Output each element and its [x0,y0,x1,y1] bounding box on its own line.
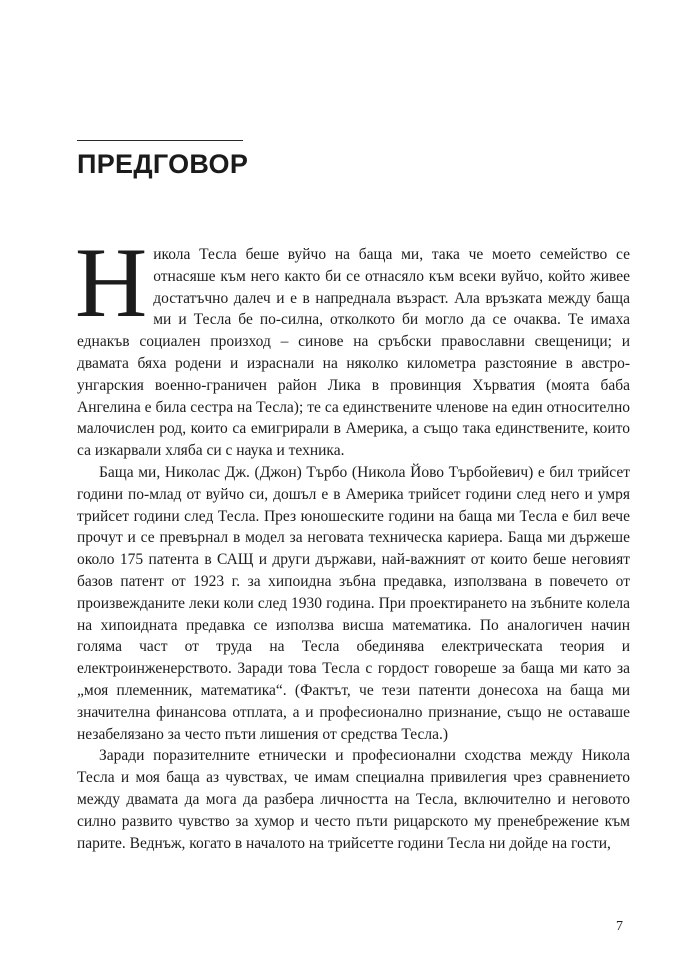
paragraph-1 [75,227,630,462]
body-text [75,227,630,854]
chapter-title: ПРЕДГОВОР [77,149,249,179]
paragraph-1-text: икола Тесла беше вуйчо на баща ми, така че моето семейство се отнасяше към него както би се отнасяло към всеки вуйчо, който живее достатъчно далеч и е в напреднала възраст. Ала връзката между баща ми и Тесла бе по-силна, отколкото би могло да се очаква. Те имаха еднакъв социален произход – синове на сръбски православни свещеници; и двамата бяха родени и израснали на няколко километра разстояние в австро-унгарския военно-граничен район Лика в провинция Хърватия (моята баба Ангелина е била сестра на Тесла); те са единствените членове на един относително малочислен род, които са емигрирали в Америка, а също така единствените, които са изкарвали хляба си с наука и техника. [77,246,630,460]
paragraph-3: Заради поразителните етнически и професионални сходства между Никола Тесла и моя баща аз чувствах, че имам специална привилегия чрез сравнението между двамата да мога да разбера личността на Тесла, включително и неговото силно развито чувство за хумор и често пъти рицарското му пренебрежение към парите. Веднъж, когато в началото на трийсетте години Тесла ни дойде на гости, [77,747,630,852]
drop-cap: Н [75,227,148,338]
title-rule [77,140,243,141]
paragraph-2: Баща ми, Николас Дж. (Джон) Търбо (Никола Йово Търбойевич) е бил трийсет години по-млад от вуйчо си, дошъл е в Америка трийсет години след него и умря трийсет години след Тесла. През юношеските години на баща ми Тесла е бил вече прочут и се превърнал в модел за неговата техническа кариера. Баща ми държеше около 175 патента в САЩ и други държави, най-важният от които беше неговият базов патент от 1923 г. за хипоидна зъбна предавка, използвана в повечето от произвежданите леки коли след 1930 година. При проектирането на зъбните колела на хипоидната предавка се използва висша математика. По аналогичен начин голяма част от труда на Тесла обединява електрическата теория и електроинженерството. Заради това Тесла с гордост говореше за баща ми като за „моя племенник, математика“. (Фактът, че тези патенти донесоха на баща ми значителна финансова отплата, а и професионално признание, също не оставаше незабелязано за често пъти лишения от средства Тесла.) [77,463,630,743]
page-number: 7 [616,919,623,934]
